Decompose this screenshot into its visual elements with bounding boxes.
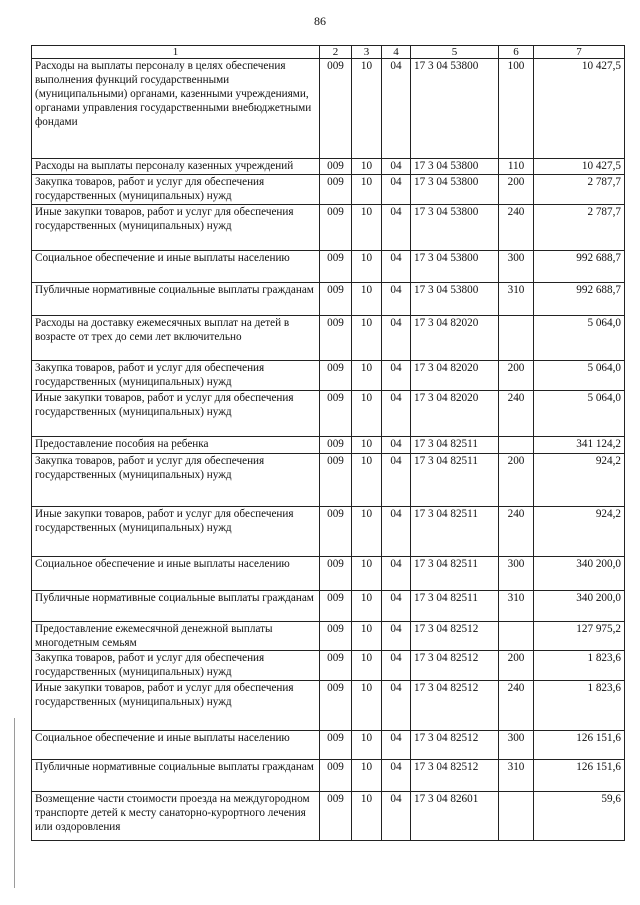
column-header-7: 7 bbox=[534, 46, 625, 59]
expense-name-cell: Социальное обеспечение и иные выплаты населению bbox=[32, 731, 320, 760]
amount-cell: 10 427,5 bbox=[534, 59, 625, 159]
subsection-code-cell: 04 bbox=[382, 622, 411, 651]
amount-cell: 59,6 bbox=[534, 792, 625, 841]
budget-table bbox=[31, 45, 625, 841]
column-header-4: 4 bbox=[382, 46, 411, 59]
expense-name-cell: Закупка товаров, работ и услуг для обеспечения государственных (муниципальных) нужд bbox=[32, 175, 320, 205]
section-code-cell: 10 bbox=[352, 59, 382, 159]
section-code-cell: 10 bbox=[352, 454, 382, 507]
amount-cell: 127 975,2 bbox=[534, 622, 625, 651]
table-row bbox=[32, 175, 625, 205]
subsection-code-cell: 04 bbox=[382, 591, 411, 622]
section-code-cell: 10 bbox=[352, 557, 382, 591]
ministry-code-cell: 009 bbox=[320, 454, 352, 507]
section-code-cell: 10 bbox=[352, 159, 382, 175]
amount-cell: 1 823,6 bbox=[534, 681, 625, 731]
ministry-code-cell: 009 bbox=[320, 437, 352, 454]
table-row bbox=[32, 59, 625, 159]
target-article-cell: 17 3 04 53800 bbox=[411, 59, 499, 159]
column-header-5: 5 bbox=[411, 46, 499, 59]
expense-name-cell: Публичные нормативные социальные выплаты гражданам bbox=[32, 760, 320, 792]
subsection-code-cell: 04 bbox=[382, 760, 411, 792]
expense-name-cell: Возмещение части стоимости проезда на междугородном транспорте детей к месту санаторно-курортного лечения или оздоровления bbox=[32, 792, 320, 841]
table-row bbox=[32, 591, 625, 622]
subsection-code-cell: 04 bbox=[382, 792, 411, 841]
table-row bbox=[32, 651, 625, 681]
section-code-cell: 10 bbox=[352, 437, 382, 454]
subsection-code-cell: 04 bbox=[382, 731, 411, 760]
subsection-code-cell: 04 bbox=[382, 205, 411, 251]
target-article-cell: 17 3 04 82512 bbox=[411, 681, 499, 731]
expense-type-cell: 310 bbox=[499, 283, 534, 316]
section-code-cell: 10 bbox=[352, 316, 382, 361]
ministry-code-cell: 009 bbox=[320, 205, 352, 251]
table-row bbox=[32, 760, 625, 792]
amount-cell: 5 064,0 bbox=[534, 361, 625, 391]
target-article-cell: 17 3 04 82511 bbox=[411, 557, 499, 591]
expense-name-cell: Закупка товаров, работ и услуг для обеспечения государственных (муниципальных) нужд bbox=[32, 361, 320, 391]
section-code-cell: 10 bbox=[352, 251, 382, 283]
section-code-cell: 10 bbox=[352, 205, 382, 251]
subsection-code-cell: 04 bbox=[382, 59, 411, 159]
expense-type-cell: 110 bbox=[499, 159, 534, 175]
amount-cell: 2 787,7 bbox=[534, 175, 625, 205]
expense-type-cell: 240 bbox=[499, 507, 534, 557]
expense-name-cell: Предоставление ежемесячной денежной выплаты многодетным семьям bbox=[32, 622, 320, 651]
subsection-code-cell: 04 bbox=[382, 251, 411, 283]
table-row bbox=[32, 792, 625, 841]
section-code-cell: 10 bbox=[352, 507, 382, 557]
expense-type-cell: 100 bbox=[499, 59, 534, 159]
target-article-cell: 17 3 04 82020 bbox=[411, 391, 499, 437]
expense-name-cell: Расходы на выплаты персоналу в целях обеспечения выполнения функций государственными (муниципальными) органами, казенными учреждениями, органами управления государственными внебюджетными фондами bbox=[32, 59, 320, 159]
table-row bbox=[32, 557, 625, 591]
ministry-code-cell: 009 bbox=[320, 651, 352, 681]
expense-name-cell: Социальное обеспечение и иные выплаты населению bbox=[32, 251, 320, 283]
target-article-cell: 17 3 04 53800 bbox=[411, 159, 499, 175]
target-article-cell: 17 3 04 53800 bbox=[411, 175, 499, 205]
ministry-code-cell: 009 bbox=[320, 557, 352, 591]
section-code-cell: 10 bbox=[352, 760, 382, 792]
target-article-cell: 17 3 04 82512 bbox=[411, 622, 499, 651]
expense-name-cell: Иные закупки товаров, работ и услуг для обеспечения государственных (муниципальных) нужд bbox=[32, 681, 320, 731]
amount-cell: 5 064,0 bbox=[534, 391, 625, 437]
table-row bbox=[32, 391, 625, 437]
column-header-2: 2 bbox=[320, 46, 352, 59]
expense-type-cell bbox=[499, 792, 534, 841]
section-code-cell: 10 bbox=[352, 792, 382, 841]
target-article-cell: 17 3 04 82511 bbox=[411, 454, 499, 507]
expense-name-cell: Иные закупки товаров, работ и услуг для обеспечения государственных (муниципальных) нужд bbox=[32, 391, 320, 437]
amount-cell: 5 064,0 bbox=[534, 316, 625, 361]
table-row bbox=[32, 681, 625, 731]
amount-cell: 924,2 bbox=[534, 454, 625, 507]
page-number: 86 bbox=[314, 14, 326, 28]
expense-type-cell: 300 bbox=[499, 557, 534, 591]
subsection-code-cell: 04 bbox=[382, 507, 411, 557]
target-article-cell: 17 3 04 82601 bbox=[411, 792, 499, 841]
subsection-code-cell: 04 bbox=[382, 454, 411, 507]
ministry-code-cell: 009 bbox=[320, 760, 352, 792]
ministry-code-cell: 009 bbox=[320, 251, 352, 283]
target-article-cell: 17 3 04 53800 bbox=[411, 251, 499, 283]
expense-name-cell: Социальное обеспечение и иные выплаты населению bbox=[32, 557, 320, 591]
expense-type-cell: 200 bbox=[499, 175, 534, 205]
table-row bbox=[32, 283, 625, 316]
ministry-code-cell: 009 bbox=[320, 361, 352, 391]
amount-cell: 992 688,7 bbox=[534, 251, 625, 283]
subsection-code-cell: 04 bbox=[382, 175, 411, 205]
column-header-6: 6 bbox=[499, 46, 534, 59]
expense-type-cell: 240 bbox=[499, 205, 534, 251]
subsection-code-cell: 04 bbox=[382, 681, 411, 731]
section-code-cell: 10 bbox=[352, 283, 382, 316]
subsection-code-cell: 04 bbox=[382, 437, 411, 454]
table-row bbox=[32, 316, 625, 361]
column-header-1: 1 bbox=[32, 46, 320, 59]
amount-cell: 1 823,6 bbox=[534, 651, 625, 681]
expense-name-cell: Публичные нормативные социальные выплаты гражданам bbox=[32, 591, 320, 622]
expense-name-cell: Публичные нормативные социальные выплаты гражданам bbox=[32, 283, 320, 316]
ministry-code-cell: 009 bbox=[320, 59, 352, 159]
ministry-code-cell: 009 bbox=[320, 159, 352, 175]
expense-type-cell: 300 bbox=[499, 251, 534, 283]
expense-type-cell: 310 bbox=[499, 760, 534, 792]
expense-name-cell: Иные закупки товаров, работ и услуг для обеспечения государственных (муниципальных) нужд bbox=[32, 205, 320, 251]
expense-type-cell: 200 bbox=[499, 454, 534, 507]
table-row bbox=[32, 361, 625, 391]
target-article-cell: 17 3 04 82511 bbox=[411, 507, 499, 557]
target-article-cell: 17 3 04 53800 bbox=[411, 205, 499, 251]
target-article-cell: 17 3 04 82512 bbox=[411, 731, 499, 760]
amount-cell: 341 124,2 bbox=[534, 437, 625, 454]
section-code-cell: 10 bbox=[352, 391, 382, 437]
table-row bbox=[32, 731, 625, 760]
expense-type-cell: 200 bbox=[499, 651, 534, 681]
subsection-code-cell: 04 bbox=[382, 557, 411, 591]
ministry-code-cell: 009 bbox=[320, 792, 352, 841]
target-article-cell: 17 3 04 82511 bbox=[411, 591, 499, 622]
amount-cell: 992 688,7 bbox=[534, 283, 625, 316]
table-row bbox=[32, 437, 625, 454]
ministry-code-cell: 009 bbox=[320, 283, 352, 316]
ministry-code-cell: 009 bbox=[320, 391, 352, 437]
subsection-code-cell: 04 bbox=[382, 316, 411, 361]
expense-name-cell: Закупка товаров, работ и услуг для обеспечения государственных (муниципальных) нужд bbox=[32, 454, 320, 507]
left-margin-rule bbox=[14, 718, 15, 888]
ministry-code-cell: 009 bbox=[320, 622, 352, 651]
subsection-code-cell: 04 bbox=[382, 391, 411, 437]
target-article-cell: 17 3 04 82512 bbox=[411, 760, 499, 792]
subsection-code-cell: 04 bbox=[382, 361, 411, 391]
table-row bbox=[32, 454, 625, 507]
amount-cell: 126 151,6 bbox=[534, 731, 625, 760]
ministry-code-cell: 009 bbox=[320, 591, 352, 622]
subsection-code-cell: 04 bbox=[382, 159, 411, 175]
expense-type-cell: 200 bbox=[499, 361, 534, 391]
expense-type-cell bbox=[499, 437, 534, 454]
table-row bbox=[32, 159, 625, 175]
ministry-code-cell: 009 bbox=[320, 507, 352, 557]
subsection-code-cell: 04 bbox=[382, 651, 411, 681]
ministry-code-cell: 009 bbox=[320, 681, 352, 731]
section-code-cell: 10 bbox=[352, 651, 382, 681]
amount-cell: 340 200,0 bbox=[534, 557, 625, 591]
amount-cell: 126 151,6 bbox=[534, 760, 625, 792]
expense-name-cell: Предоставление пособия на ребенка bbox=[32, 437, 320, 454]
amount-cell: 340 200,0 bbox=[534, 591, 625, 622]
expense-type-cell: 240 bbox=[499, 681, 534, 731]
section-code-cell: 10 bbox=[352, 591, 382, 622]
header-row bbox=[32, 46, 625, 59]
section-code-cell: 10 bbox=[352, 681, 382, 731]
subsection-code-cell: 04 bbox=[382, 283, 411, 316]
table-row bbox=[32, 507, 625, 557]
expense-name-cell: Закупка товаров, работ и услуг для обеспечения государственных (муниципальных) нужд bbox=[32, 651, 320, 681]
target-article-cell: 17 3 04 82020 bbox=[411, 361, 499, 391]
section-code-cell: 10 bbox=[352, 622, 382, 651]
table-row bbox=[32, 622, 625, 651]
amount-cell: 10 427,5 bbox=[534, 159, 625, 175]
ministry-code-cell: 009 bbox=[320, 731, 352, 760]
table-row bbox=[32, 205, 625, 251]
column-header-3: 3 bbox=[352, 46, 382, 59]
target-article-cell: 17 3 04 82512 bbox=[411, 651, 499, 681]
target-article-cell: 17 3 04 82020 bbox=[411, 316, 499, 361]
expense-name-cell: Расходы на доставку ежемесячных выплат на детей в возрасте от трех до семи лет включительно bbox=[32, 316, 320, 361]
ministry-code-cell: 009 bbox=[320, 316, 352, 361]
target-article-cell: 17 3 04 53800 bbox=[411, 283, 499, 316]
expense-type-cell: 310 bbox=[499, 591, 534, 622]
section-code-cell: 10 bbox=[352, 731, 382, 760]
amount-cell: 924,2 bbox=[534, 507, 625, 557]
expense-type-cell bbox=[499, 622, 534, 651]
target-article-cell: 17 3 04 82511 bbox=[411, 437, 499, 454]
amount-cell: 2 787,7 bbox=[534, 205, 625, 251]
ministry-code-cell: 009 bbox=[320, 175, 352, 205]
expense-name-cell: Иные закупки товаров, работ и услуг для обеспечения государственных (муниципальных) нужд bbox=[32, 507, 320, 557]
section-code-cell: 10 bbox=[352, 175, 382, 205]
table-row bbox=[32, 251, 625, 283]
expense-type-cell: 300 bbox=[499, 731, 534, 760]
section-code-cell: 10 bbox=[352, 361, 382, 391]
expense-type-cell: 240 bbox=[499, 391, 534, 437]
expense-type-cell bbox=[499, 316, 534, 361]
expense-name-cell: Расходы на выплаты персоналу казенных учреждений bbox=[32, 159, 320, 175]
